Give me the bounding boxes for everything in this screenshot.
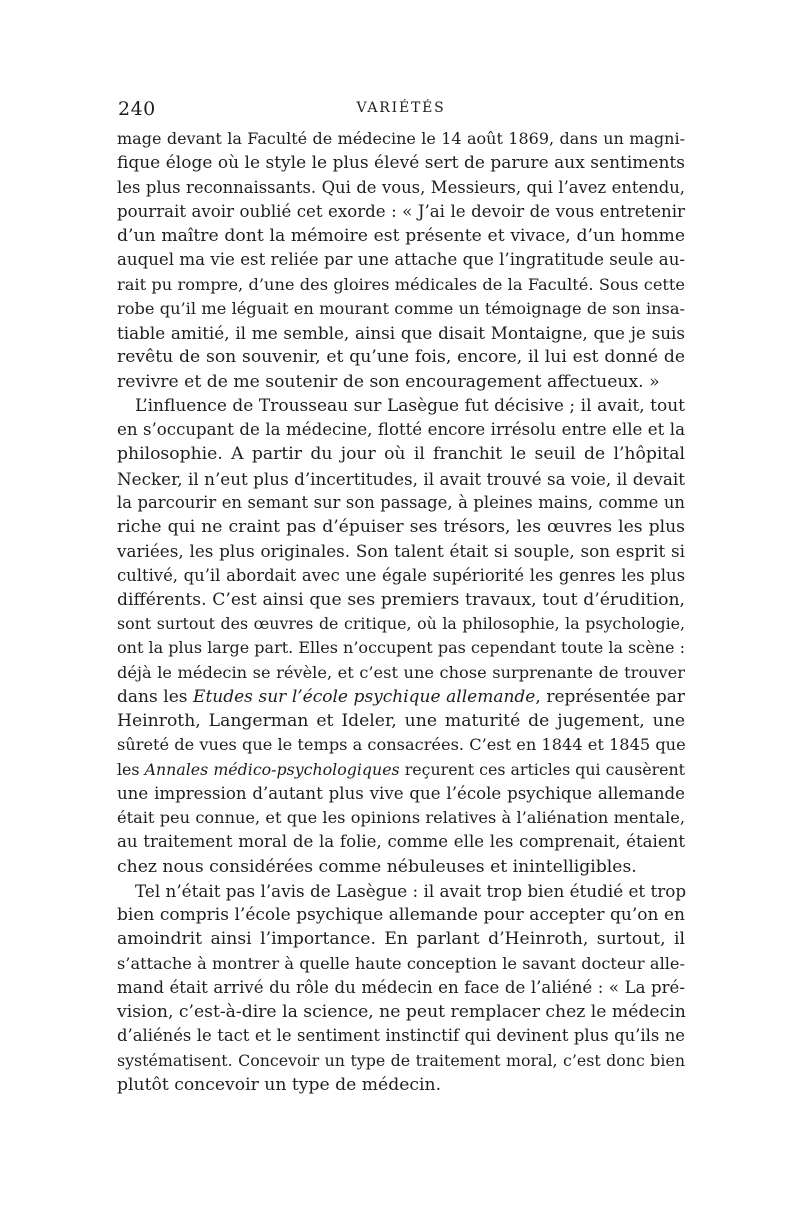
text-line: sont surtout des œuvres de critique, où la philosophie, la psychologie, xyxy=(117,614,685,633)
text-line: d’un maître dont la mémoire est présente et vivace, d’un homme xyxy=(117,226,685,246)
text-line: une impression d’autant plus vive que l’école psychique allemande xyxy=(117,783,685,803)
text-line: Tel n’était pas l’avis de Lasègue : il avait trop bien étudié et trop xyxy=(135,880,687,901)
text-line: riche qui ne craint pas d’épuiser ses trésors, les œuvres les plus xyxy=(117,517,685,537)
text-line: revêtu de son souvenir, et qu’une fois, encore, il lui est donné de xyxy=(117,347,685,368)
text-line: s’attache à montrer à quelle haute conception le savant docteur alle- xyxy=(117,953,685,973)
text-line: différents. C’est ainsi que ses premiers travaux, tout d’érudition, xyxy=(117,589,685,610)
text-line: L’influence de Trousseau sur Lasègue fut décisive ; il avait, tout xyxy=(135,395,685,416)
text-line: revivre et de me soutenir de son encouragement affectueux. » xyxy=(117,371,660,392)
text-line: ont la plus large part. Elles n’occupent pas cependant toute la scène : xyxy=(117,638,685,658)
text-line: amoindrit ainsi l’importance. En parlant d’Heinroth, surtout, il xyxy=(117,929,685,950)
text-line: robe qu’il me léguait en mourant comme un témoignage de son insa- xyxy=(117,298,685,318)
text-line: sûreté de vues que le temps a consacrées. C’est en 1844 et 1845 que xyxy=(117,735,686,755)
text-line: cultivé, qu’il abordait avec une égale supériorité les genres les plus xyxy=(117,565,685,585)
italic-title: Annales médico-psychologiques xyxy=(144,759,400,779)
text-line: tiable amitié, il me semble, ainsi que disait Montaigne, que je suis xyxy=(117,323,685,343)
italic-title: Etudes sur l’école psychique allemande xyxy=(193,686,536,707)
text-line: déjà le médecin se révèle, et c’est une chose surprenante de trouver xyxy=(117,662,685,682)
text-line: pourrait avoir oublié cet exorde : « J’ai le devoir de vous entretenir xyxy=(117,201,685,221)
text-line: fique éloge où le style le plus élevé sert de parure aux sentiments xyxy=(117,153,685,174)
text-line: était peu connue, et que les opinions relatives à l’aliénation mentale, xyxy=(117,808,685,827)
text-line xyxy=(117,685,685,709)
text-line: Heinroth, Langerman et Ideler, une maturité de jugement, une xyxy=(117,711,685,731)
text-line: auquel ma vie est reliée par une attache que l’ingratitude seule au- xyxy=(117,250,685,270)
text-line: Necker, il n’eut plus d’incertitudes, il avait trouvé sa voie, il devait xyxy=(117,468,685,489)
text-line: d’aliénés le tact et le sentiment instinctif qui devinent plus qu’ils ne xyxy=(117,1026,685,1046)
page-header xyxy=(118,98,684,124)
text-segment: reçurent ces articles qui causèrent xyxy=(399,759,685,779)
text-line: rait pu rompre, d’une des gloires médicales de la Faculté. Sous cette xyxy=(117,274,685,294)
text-line: vision, c’est-à-dire la science, ne peut remplacer chez le médecin xyxy=(117,1002,686,1022)
text-line xyxy=(117,758,685,782)
text-line: la parcourir en semant sur son passage, à pleines mains, comme un xyxy=(117,492,685,512)
page-number: 240 xyxy=(118,98,156,120)
text-line: les plus reconnaissants. Qui de vous, Messieurs, qui l’avez entendu, xyxy=(117,177,685,197)
text-segment: , représentée par xyxy=(535,686,685,707)
text-line: chez nous considérées comme nébuleuses et inintelligibles. xyxy=(117,856,637,877)
text-line: variées, les plus originales. Son talent était si souple, son esprit si xyxy=(117,541,685,562)
text-line: systématisent. Concevoir un type de traitement moral, c’est donc bien xyxy=(117,1050,685,1070)
text-segment: dans les xyxy=(117,686,194,707)
text-line: au traitement moral de la folie, comme elle les comprenait, étaient xyxy=(117,832,685,852)
text-line: en s’occupant de la médecine, flotté encore irrésolu entre elle et la xyxy=(117,420,685,439)
text-line: bien compris l’école psychique allemande pour accepter qu’on en xyxy=(117,905,685,925)
text-line: mand était arrivé du rôle du médecin en face de l’aliéné : « La pré- xyxy=(117,977,685,997)
text-line: mage devant la Faculté de médecine le 14 août 1869, dans un magni- xyxy=(117,129,685,148)
text-segment: les xyxy=(117,759,145,779)
text-line: plutôt concevoir un type de médecin. xyxy=(117,1074,442,1095)
running-title: VARIÉTÉS xyxy=(356,100,446,116)
body-text xyxy=(117,127,685,1097)
text-line: philosophie. A partir du jour où il franchit le seuil de l’hôpital xyxy=(117,444,685,465)
